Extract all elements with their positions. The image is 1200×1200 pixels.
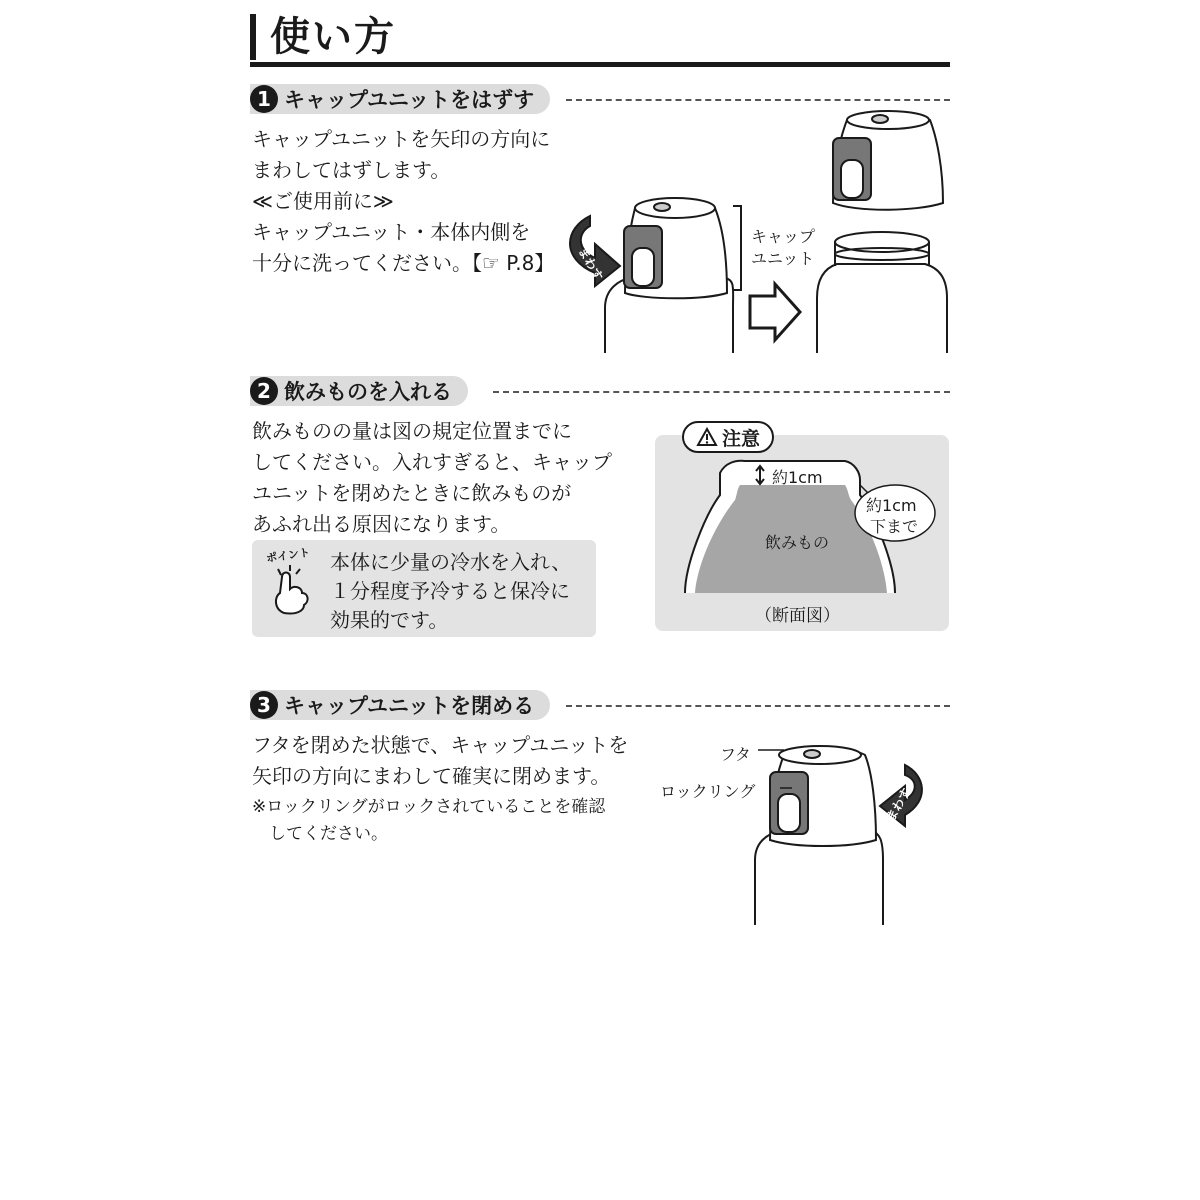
rotate-arrow-label: まわす	[883, 785, 914, 824]
lid-label: フタ	[720, 745, 751, 764]
section-2-text	[252, 416, 612, 540]
section-3-text	[252, 730, 628, 792]
fill-limit-label: 約1cm	[866, 496, 917, 515]
section-3-title: キャップユニットを閉める	[284, 694, 535, 718]
cap-attach-illustration	[740, 730, 950, 930]
caution-tag	[682, 421, 774, 453]
section-2-heading	[250, 376, 468, 406]
closed-bottle	[755, 746, 883, 925]
step-number-3: 3	[250, 691, 278, 719]
text-line: あふれ出る原因になります。	[252, 512, 511, 536]
pointing-hand-icon	[270, 563, 316, 617]
section-2-title: 飲みものを入れる	[284, 380, 452, 404]
text-line: 十分に洗ってください。【☞ P.8】	[252, 251, 555, 275]
section-1-divider	[566, 99, 950, 101]
section-1-title: キャップユニットをはずす	[284, 88, 535, 112]
detached-cap	[833, 111, 943, 210]
text-line: 効果的です。	[330, 608, 449, 632]
liquid-label: 飲みもの	[765, 533, 830, 552]
open-bottle	[817, 232, 947, 353]
section-1-heading	[250, 84, 550, 114]
next-step-arrow-icon	[750, 284, 800, 340]
section-2-divider	[493, 391, 950, 393]
bottle-with-cap	[605, 198, 733, 353]
section-3-notes	[252, 794, 605, 848]
text-line: 本体に少量の冷水を入れ、	[330, 550, 572, 574]
warning-icon	[696, 427, 718, 447]
locking-ring-label: ロックリング	[660, 782, 756, 801]
text-line: １分程度予冷すると保冷に	[330, 579, 570, 603]
title-underline	[250, 62, 950, 67]
caution-title: 注意	[722, 427, 761, 450]
text-line: ≪ご使用前に≫	[252, 189, 394, 213]
text-line: キャップユニット・本体内側を	[252, 220, 531, 244]
point-badge: ポイント	[265, 545, 311, 565]
text-line: してください。入れすぎると、キャップ	[252, 450, 612, 474]
note-line: ※ロックリングがロックされていることを確認	[252, 797, 606, 817]
text-line: まわしてはずします。	[252, 158, 451, 182]
text-line: 矢印の方向にまわして確実に閉めます。	[252, 764, 611, 788]
text-line: フタを閉めた状態で、キャップユニットを	[252, 733, 629, 757]
section-1-text	[252, 124, 554, 279]
note-line: してください。	[252, 824, 388, 844]
cross-section-caption: （断面図）	[755, 606, 840, 626]
text-line: キャップユニットを矢印の方向に	[252, 127, 551, 151]
text-line: 飲みものの量は図の規定位置までに	[252, 419, 572, 443]
step-number-1: 1	[250, 85, 278, 113]
section-3-heading	[250, 690, 550, 720]
fill-gap-label: 約1cm	[772, 468, 823, 487]
page-title: 使い方	[250, 14, 396, 60]
fill-limit-label: 下まで	[870, 517, 919, 536]
text-line: ユニットを閉めたときに飲みものが	[252, 481, 572, 505]
step-number-2: 2	[250, 377, 278, 405]
point-tip-text	[330, 548, 571, 635]
cap-unit-label: ユニット	[751, 249, 815, 268]
cap-unit-label: キャップ	[751, 227, 816, 246]
section-3-divider	[566, 705, 950, 707]
rotate-arrow-label: まわす	[575, 244, 606, 283]
